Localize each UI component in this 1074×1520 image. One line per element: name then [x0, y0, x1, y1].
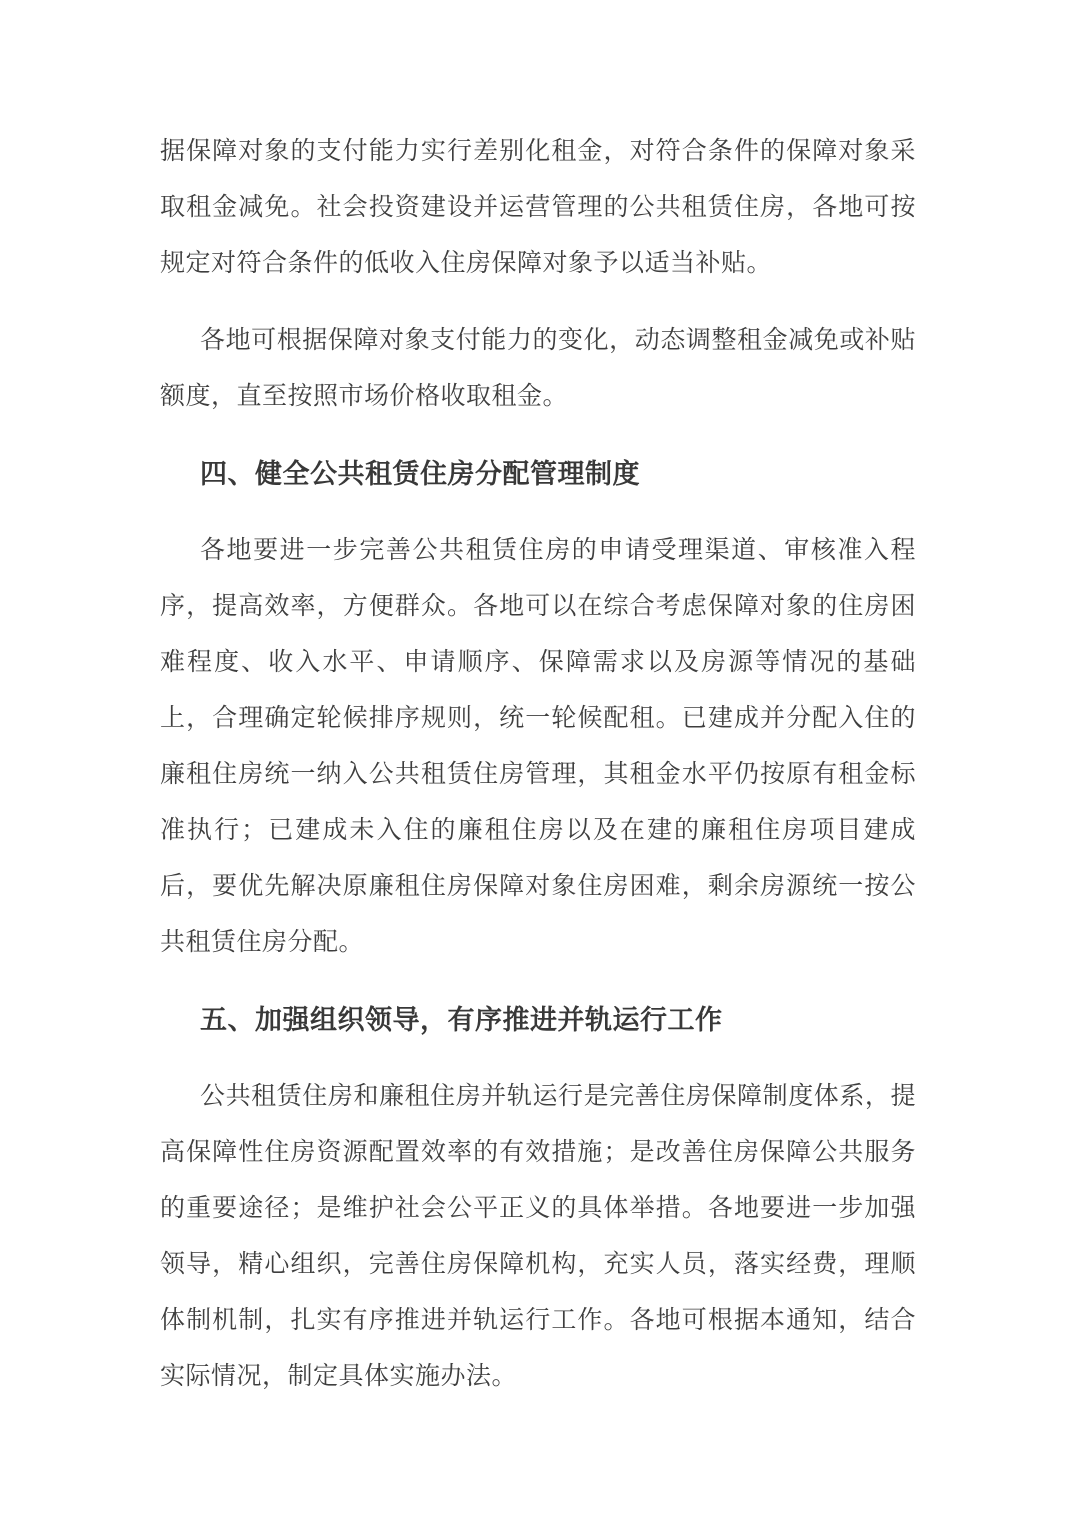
section-heading-5: 五、加强组织领导，有序推进并轨运行工作	[200, 1005, 723, 1035]
section-heading-4: 四、健全公共租赁住房分配管理制度	[200, 459, 640, 489]
body-paragraph: 各地要进一步完善公共租赁住房的申请受理渠道、审核准入程序，提高效率，方便群众。各地可以在综合考虑保障对象的住房困难程度、收入水平、申请顺序、保障需求以及房源等情况的基础上，合理确定轮候排序规则，统一轮候配租。已建成并分配入住的廉租住房统一纳入公共租赁住房管理，其租金水平仍按原有租金标准执行；已建成未入住的廉租住房以及在建的廉租住房项目建成后，要优先解决原廉租住房保障对象住房困难，剩余房源统一按公共租赁住房分配。	[160, 537, 916, 956]
body-paragraph-continuation: 据保障对象的支付能力实行差别化租金，对符合条件的保障对象采取租金减免。社会投资建设并运营管理的公共租赁住房，各地可按规定对符合条件的低收入住房保障对象予以适当补贴。	[160, 138, 916, 277]
body-paragraph: 公共租赁住房和廉租住房并轨运行是完善住房保障制度体系，提高保障性住房资源配置效率的有效措施；是改善住房保障公共服务的重要途径；是维护社会公平正义的具体举措。各地要进一步加强领导，精心组织，完善住房保障机构，充实人员，落实经费，理顺体制机制，扎实有序推进并轨运行工作。各地可根据本通知，结合实际情况，制定具体实施办法。	[160, 1083, 916, 1390]
body-paragraph: 各地可根据保障对象支付能力的变化，动态调整租金减免或补贴额度，直至按照市场价格收取租金。	[160, 327, 916, 410]
